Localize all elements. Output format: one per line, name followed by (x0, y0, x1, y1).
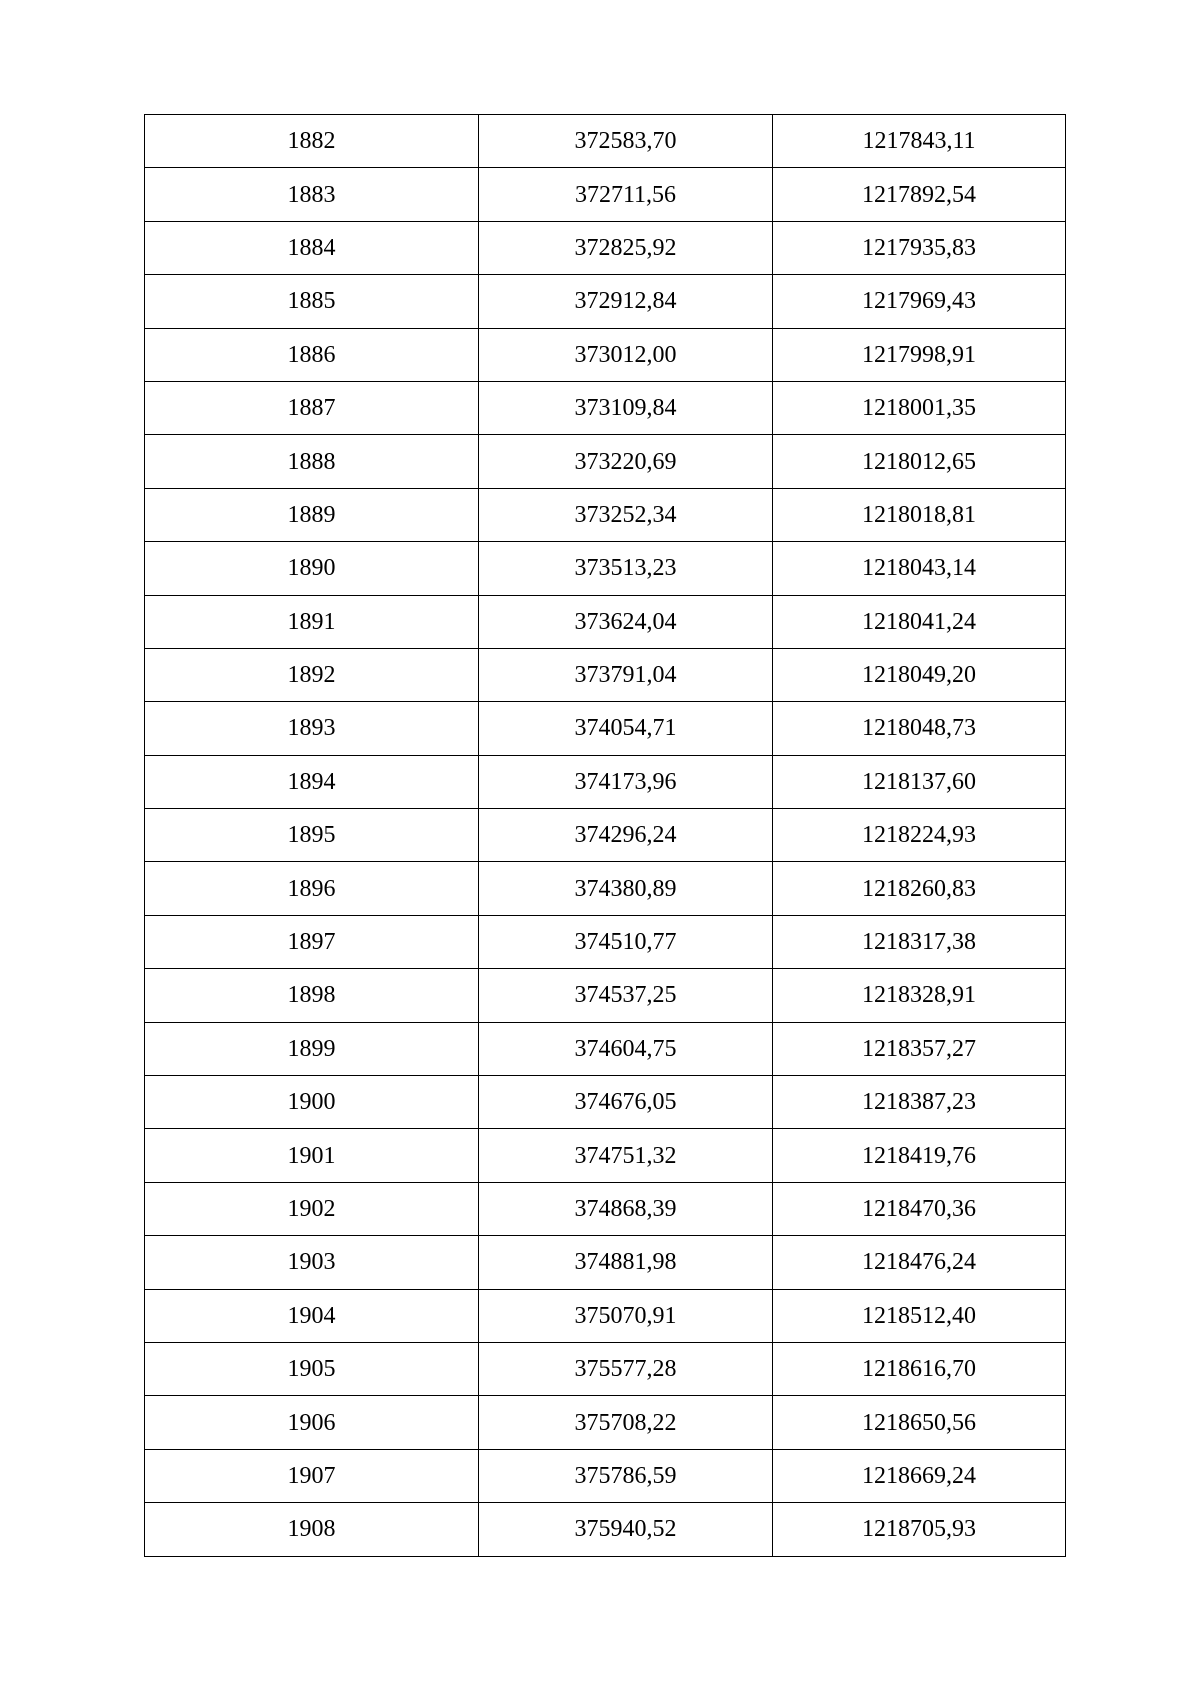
coordinates-table (144, 114, 1066, 1557)
y-coordinate-cell: 1218357,27 (773, 1022, 1066, 1075)
point-number-cell: 1907 (145, 1449, 479, 1502)
y-coordinate-cell: 1218419,76 (773, 1129, 1066, 1182)
point-number-cell: 1883 (145, 168, 479, 221)
table-row (145, 221, 1066, 274)
y-coordinate-cell: 1218317,38 (773, 915, 1066, 968)
y-coordinate-cell: 1218224,93 (773, 809, 1066, 862)
y-coordinate-cell: 1218260,83 (773, 862, 1066, 915)
point-number-cell: 1897 (145, 915, 479, 968)
x-coordinate-cell: 373109,84 (479, 381, 773, 434)
y-coordinate-cell: 1218012,65 (773, 435, 1066, 488)
table-body (145, 115, 1066, 1557)
table-row (145, 648, 1066, 701)
x-coordinate-cell: 373252,34 (479, 488, 773, 541)
y-coordinate-cell: 1218669,24 (773, 1449, 1066, 1502)
point-number-cell: 1889 (145, 488, 479, 541)
y-coordinate-cell: 1217935,83 (773, 221, 1066, 274)
x-coordinate-cell: 372711,56 (479, 168, 773, 221)
x-coordinate-cell: 374676,05 (479, 1076, 773, 1129)
point-number-cell: 1902 (145, 1182, 479, 1235)
y-coordinate-cell: 1217843,11 (773, 115, 1066, 168)
y-coordinate-cell: 1218705,93 (773, 1503, 1066, 1556)
table-row (145, 275, 1066, 328)
table-row (145, 381, 1066, 434)
table-row (145, 755, 1066, 808)
y-coordinate-cell: 1218512,40 (773, 1289, 1066, 1342)
table-row (145, 328, 1066, 381)
y-coordinate-cell: 1218018,81 (773, 488, 1066, 541)
x-coordinate-cell: 374380,89 (479, 862, 773, 915)
x-coordinate-cell: 374751,32 (479, 1129, 773, 1182)
y-coordinate-cell: 1217969,43 (773, 275, 1066, 328)
point-number-cell: 1904 (145, 1289, 479, 1342)
y-coordinate-cell: 1218041,24 (773, 595, 1066, 648)
table-row (145, 595, 1066, 648)
table-row (145, 862, 1066, 915)
table-row (145, 542, 1066, 595)
point-number-cell: 1885 (145, 275, 479, 328)
x-coordinate-cell: 375786,59 (479, 1449, 773, 1502)
x-coordinate-cell: 374173,96 (479, 755, 773, 808)
point-number-cell: 1894 (145, 755, 479, 808)
y-coordinate-cell: 1217892,54 (773, 168, 1066, 221)
point-number-cell: 1892 (145, 648, 479, 701)
y-coordinate-cell: 1218387,23 (773, 1076, 1066, 1129)
table-row (145, 1503, 1066, 1556)
y-coordinate-cell: 1218650,56 (773, 1396, 1066, 1449)
y-coordinate-cell: 1218470,36 (773, 1182, 1066, 1235)
table-row (145, 809, 1066, 862)
y-coordinate-cell: 1218049,20 (773, 648, 1066, 701)
x-coordinate-cell: 373791,04 (479, 648, 773, 701)
table-row (145, 435, 1066, 488)
x-coordinate-cell: 373513,23 (479, 542, 773, 595)
table-row (145, 1076, 1066, 1129)
x-coordinate-cell: 374296,24 (479, 809, 773, 862)
x-coordinate-cell: 374510,77 (479, 915, 773, 968)
point-number-cell: 1888 (145, 435, 479, 488)
x-coordinate-cell: 375577,28 (479, 1342, 773, 1395)
table-row (145, 1396, 1066, 1449)
point-number-cell: 1886 (145, 328, 479, 381)
x-coordinate-cell: 374537,25 (479, 969, 773, 1022)
x-coordinate-cell: 373220,69 (479, 435, 773, 488)
point-number-cell: 1903 (145, 1236, 479, 1289)
x-coordinate-cell: 374881,98 (479, 1236, 773, 1289)
x-coordinate-cell: 372825,92 (479, 221, 773, 274)
point-number-cell: 1884 (145, 221, 479, 274)
y-coordinate-cell: 1218328,91 (773, 969, 1066, 1022)
x-coordinate-cell: 372583,70 (479, 115, 773, 168)
point-number-cell: 1887 (145, 381, 479, 434)
x-coordinate-cell: 374604,75 (479, 1022, 773, 1075)
table-row (145, 702, 1066, 755)
point-number-cell: 1898 (145, 969, 479, 1022)
table-row (145, 1022, 1066, 1075)
point-number-cell: 1895 (145, 809, 479, 862)
table-row (145, 1342, 1066, 1395)
table-row (145, 168, 1066, 221)
point-number-cell: 1896 (145, 862, 479, 915)
y-coordinate-cell: 1218476,24 (773, 1236, 1066, 1289)
y-coordinate-cell: 1218043,14 (773, 542, 1066, 595)
x-coordinate-cell: 373012,00 (479, 328, 773, 381)
table-row (145, 915, 1066, 968)
point-number-cell: 1901 (145, 1129, 479, 1182)
table-row (145, 969, 1066, 1022)
table-row (145, 488, 1066, 541)
table-row (145, 1182, 1066, 1235)
point-number-cell: 1890 (145, 542, 479, 595)
table-row (145, 1129, 1066, 1182)
y-coordinate-cell: 1218048,73 (773, 702, 1066, 755)
x-coordinate-cell: 375708,22 (479, 1396, 773, 1449)
x-coordinate-cell: 373624,04 (479, 595, 773, 648)
point-number-cell: 1882 (145, 115, 479, 168)
y-coordinate-cell: 1218137,60 (773, 755, 1066, 808)
y-coordinate-cell: 1218616,70 (773, 1342, 1066, 1395)
x-coordinate-cell: 375940,52 (479, 1503, 773, 1556)
y-coordinate-cell: 1218001,35 (773, 381, 1066, 434)
x-coordinate-cell: 375070,91 (479, 1289, 773, 1342)
point-number-cell: 1891 (145, 595, 479, 648)
x-coordinate-cell: 374054,71 (479, 702, 773, 755)
point-number-cell: 1908 (145, 1503, 479, 1556)
table-row (145, 1289, 1066, 1342)
y-coordinate-cell: 1217998,91 (773, 328, 1066, 381)
point-number-cell: 1900 (145, 1076, 479, 1129)
point-number-cell: 1893 (145, 702, 479, 755)
point-number-cell: 1906 (145, 1396, 479, 1449)
x-coordinate-cell: 374868,39 (479, 1182, 773, 1235)
x-coordinate-cell: 372912,84 (479, 275, 773, 328)
table-row (145, 115, 1066, 168)
table-row (145, 1236, 1066, 1289)
table-row (145, 1449, 1066, 1502)
point-number-cell: 1905 (145, 1342, 479, 1395)
point-number-cell: 1899 (145, 1022, 479, 1075)
